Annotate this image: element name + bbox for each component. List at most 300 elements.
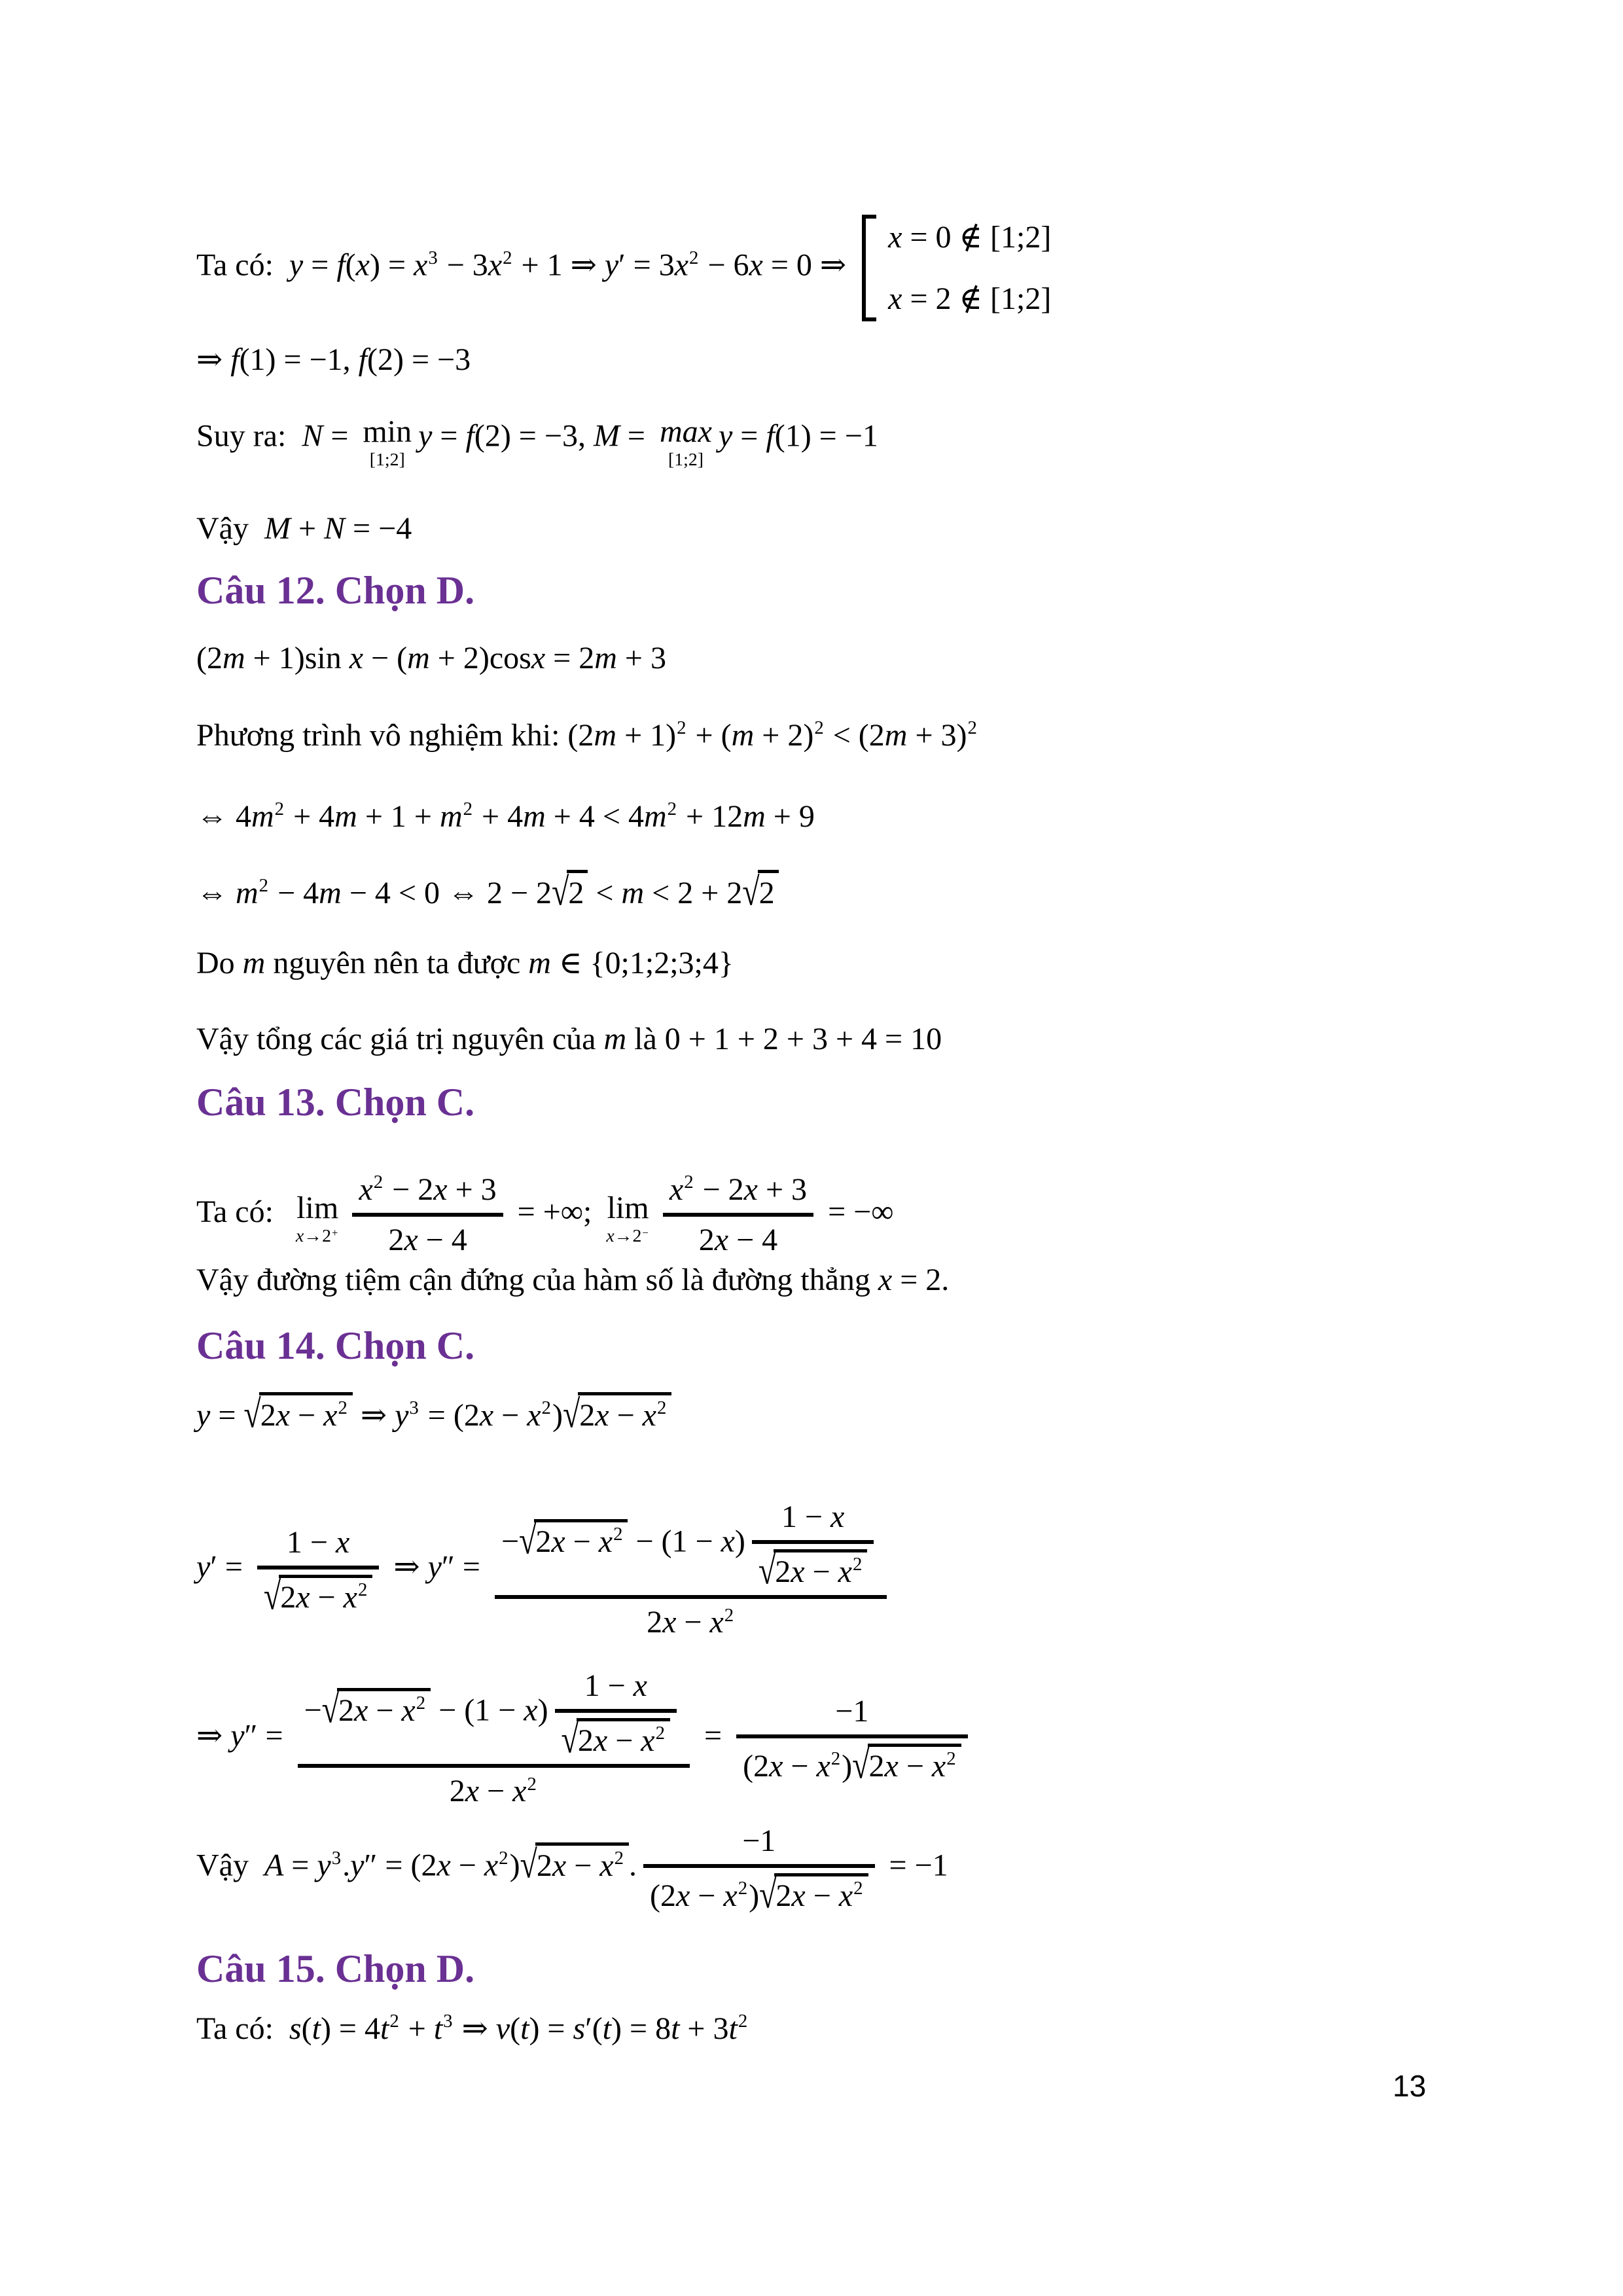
text-run: + 3 (616, 641, 666, 675)
text-run: = (210, 1398, 244, 1433)
math-variable: x (488, 247, 503, 283)
limit-main (606, 1192, 650, 1225)
text-run: 2 (577, 1723, 594, 1759)
cases-rows (888, 215, 1051, 321)
limit-subscript: x→2− (606, 1225, 649, 1246)
text-run: Vậy tổng các giá trị nguyên của (196, 1022, 604, 1056)
text-run: ⇔ 4 (196, 799, 251, 834)
text-run: − (898, 1748, 932, 1784)
math-variable: x (404, 1223, 418, 1258)
math-variable: x (552, 1848, 567, 1883)
text-run: ⇒ (454, 2011, 496, 2046)
radical-sign-icon: √ (852, 1743, 870, 1787)
text-run: ) (509, 1848, 520, 1883)
math-variable: y (230, 1718, 245, 1753)
text-run: ⇒ (352, 1398, 395, 1433)
math-variable: f (766, 418, 775, 454)
math-variable: x (675, 1878, 690, 1914)
text-run: − (783, 1748, 817, 1784)
text-run: là 0 + 1 + 2 + 3 + 4 = 10 (626, 1022, 942, 1056)
radicand: 2x − x2 (535, 1842, 629, 1885)
math-variable: y (350, 1848, 365, 1883)
text-run: (2) = −3, (474, 418, 594, 454)
radicand: 2x − x2 (774, 1549, 867, 1590)
text-run: 2 (775, 1554, 791, 1590)
math-variable: x (641, 1723, 655, 1759)
text-run: + 1) (616, 718, 677, 753)
numerator (736, 1693, 968, 1734)
solution-line: y = √2x − x2 ⇒ y3 = (2x − x2)√2x − x2 (196, 1392, 671, 1435)
numerator (257, 1524, 379, 1566)
math-variable: x (479, 1398, 494, 1433)
math-variable: m (407, 641, 430, 675)
solution-line (196, 1020, 942, 1058)
math-variable: x (527, 1398, 541, 1433)
math-variable: x (276, 1398, 291, 1433)
math-variable: t (728, 2011, 738, 2046)
text-run: − (805, 1878, 839, 1914)
text-run: − (501, 1524, 520, 1559)
math-variable: N (302, 418, 323, 454)
math-variable: f (230, 342, 240, 377)
text-run: − (676, 1605, 710, 1640)
denominator: 2x − x2 (495, 1595, 887, 1640)
text-run: = (2 (419, 1398, 480, 1433)
math-variable: x (633, 1668, 647, 1703)
radical-sign-icon: √ (758, 1549, 776, 1593)
cases-bracket-icon (862, 215, 876, 321)
denominator (257, 1566, 379, 1619)
text-run: ⇒ (196, 342, 231, 377)
text-run: − (304, 1693, 322, 1728)
math-variable: x (791, 1554, 805, 1590)
math-variable: y (427, 1549, 442, 1585)
math-variable: x (606, 1225, 615, 1246)
text-run: ⇔ (196, 876, 236, 910)
text-run: 2 (776, 1878, 792, 1914)
text-run: →2 (614, 1225, 642, 1246)
text-run: − 2 (694, 1172, 744, 1207)
solution-line: Ta có: y = f(x) = x3 − 3x2 + 1 ⇒ y′ = 3x2 − 6x = 0 ⇒ x = 0 ∉ [1;2] x = 2 ∉ [1;2] (196, 215, 1051, 321)
text-run: Phương trình vô nghiệm khi: (2 (196, 718, 594, 753)
page-number: 13 (1393, 2069, 1427, 2103)
text-run: →2 (304, 1225, 332, 1246)
text-run: Ta có: (196, 1194, 289, 1230)
math-variable: x (295, 1225, 304, 1246)
radicand: 2x − x2 (774, 1873, 868, 1914)
math-variable: x (714, 1223, 729, 1258)
text-run: Vậy (196, 1848, 264, 1883)
solution-line (196, 639, 666, 677)
math-variable: y (196, 1549, 211, 1585)
math-variable: m (643, 799, 667, 834)
radical-sign-icon: √ (759, 1873, 777, 1917)
math-variable: x (721, 1524, 735, 1559)
text-run: [1;2] (369, 450, 405, 471)
denominator (752, 1540, 874, 1593)
text-run: − (310, 1579, 344, 1615)
text-run: + ( (687, 718, 732, 753)
math-variable: x (749, 247, 763, 283)
text-run: + 1)sin (245, 641, 349, 675)
cases-group (862, 215, 1051, 321)
text-run: = 2 ∉ [1;2] (902, 281, 1052, 316)
text-run: < (588, 876, 622, 910)
limit-main (296, 1192, 340, 1225)
math-variable: x (551, 1524, 565, 1559)
text-run: (2) = −3 (367, 342, 471, 377)
text-run: 2 (388, 1223, 404, 1258)
math-variable: x (437, 1848, 451, 1883)
text-run: + 4 (285, 799, 335, 834)
math-variable: M (264, 511, 291, 546)
square-root (263, 1574, 372, 1619)
limit-stack (660, 416, 712, 471)
text-run: Do (196, 946, 243, 980)
text-run: + 1 + (357, 799, 440, 834)
math-variable: m (528, 946, 551, 980)
math-variable: x (336, 1524, 350, 1560)
text-run: + 4 < 4 (545, 799, 644, 834)
text-run: 2 (338, 1693, 355, 1728)
denominator (555, 1709, 677, 1762)
radical-sign-icon: √ (552, 870, 569, 914)
math-variable: t (380, 2011, 389, 2046)
text-run: + (290, 511, 325, 546)
square-root (519, 1519, 628, 1560)
text-run: ) (749, 1878, 760, 1914)
math-variable: x (599, 1848, 614, 1883)
math-variable: x (595, 1398, 609, 1433)
text-run: = (303, 247, 337, 283)
text-run: = 0 ⇒ (762, 247, 855, 283)
math-variable: x (484, 1848, 499, 1883)
text-run: − 4 (418, 1223, 467, 1258)
math-variable: x (531, 641, 546, 675)
solution-line: ⇔ m2 − 4m − 4 < 0 ⇔ 2 − 2√2 < m < 2 + 2√2 (196, 870, 779, 912)
math-variable: x (888, 281, 902, 316)
denominator (663, 1213, 813, 1258)
text-run: = −4 (345, 511, 412, 546)
math-variable: m (621, 876, 645, 910)
radicand: 2x − x2 (534, 1519, 628, 1560)
text-run: lim (607, 1190, 649, 1225)
text-run: . (342, 1848, 351, 1883)
text-run: 2 (579, 1398, 596, 1433)
text-run: + 1 ⇒ (513, 247, 605, 283)
radical-sign-icon: √ (561, 1718, 579, 1762)
math-variable: x (878, 1263, 893, 1297)
math-variable: x (524, 1693, 538, 1728)
text-run: Suy ra: (196, 418, 302, 454)
solution-line: ⇔ 4m2 + 4m + 1 + m2 + 4m + 4 < 4m2 + 12m + 9 (196, 798, 815, 834)
text-run: ( (301, 2011, 312, 2046)
math-variable: x (598, 1524, 613, 1559)
text-run: − (690, 1878, 724, 1914)
fraction (298, 1668, 690, 1810)
solution-line (196, 1499, 893, 1641)
text-run: − (290, 1398, 324, 1433)
text-run: − (607, 1723, 641, 1759)
math-variable: m (439, 799, 463, 834)
text-run: − 2 (384, 1172, 434, 1207)
math-variable: m (334, 799, 357, 834)
math-variable: t (433, 2011, 443, 2046)
text-run: − 4 (270, 876, 319, 910)
square-root (758, 1549, 867, 1593)
text-run: lim (296, 1190, 339, 1225)
solution-line (196, 1172, 893, 1258)
math-variable: N (324, 511, 346, 546)
math-variable: x (931, 1748, 946, 1784)
text-run: = +∞; (509, 1194, 600, 1230)
text-run: = (323, 418, 357, 454)
solution-line: Ta có: s(t) = 4t2 + t3 ⇒ v(t) = s′(t) = 8t + 3t2 (196, 2011, 748, 2046)
limit-subscript (660, 450, 712, 471)
question-heading: Câu 13. Chọn C. (196, 1081, 475, 1124)
math-variable: t (520, 2011, 529, 2046)
math-variable: x (888, 220, 902, 255)
square-root (563, 1392, 671, 1435)
case-row (888, 280, 1051, 318)
math-variable: A (264, 1848, 284, 1883)
math-variable: x (359, 1172, 373, 1207)
limit-stack (296, 1192, 340, 1247)
math-variable: m (731, 718, 755, 753)
text-run: 1 − (781, 1499, 830, 1534)
math-variable: x (791, 1878, 806, 1914)
text-run: (2 (743, 1748, 770, 1784)
numerator: x2 − 2x + 3 (359, 1172, 497, 1207)
radicand (567, 870, 588, 912)
radicand: 2x − x2 (577, 1718, 670, 1759)
text-run: 2 (698, 1223, 715, 1258)
math-variable: v (495, 2011, 510, 2046)
math-variable: x (354, 1693, 368, 1728)
math-variable: x (343, 1579, 357, 1615)
radicand: 2x − x2 (337, 1688, 431, 1729)
radical-sign-icon: √ (243, 1392, 261, 1437)
text-run: + 3 (757, 1172, 808, 1207)
solution-line: Phương trình vô nghiệm khi: (2m + 1)2 + (m + 2)2 < (2m + 3)2 (196, 717, 977, 753)
text-run: + 2) (754, 718, 814, 753)
text-run: ′ = 3 (618, 247, 675, 283)
text-run: ″ = (244, 1718, 291, 1753)
limit-main (363, 416, 412, 448)
square-root (520, 1842, 629, 1885)
math-variable: m (251, 799, 274, 834)
text-run: + 3 (447, 1172, 497, 1207)
text-run: − (565, 1524, 599, 1559)
fraction (555, 1668, 677, 1762)
text-run: (2 (650, 1878, 676, 1914)
text-run: = (696, 1718, 730, 1753)
math-variable: x (414, 247, 428, 283)
math-variable: y (395, 1398, 409, 1433)
question-heading: Câu 14. Chọn C. (196, 1324, 475, 1367)
math-variable: M (593, 418, 620, 454)
text-run: (2 (196, 641, 223, 675)
math-variable: y (418, 418, 433, 454)
math-variable: f (465, 418, 474, 454)
text-run: −1 (742, 1823, 776, 1858)
square-root (759, 1873, 868, 1917)
text-run: + 12 (678, 799, 743, 834)
radical-sign-icon: √ (562, 1392, 580, 1437)
text-run: . (629, 1848, 637, 1883)
text-run: = (619, 418, 653, 454)
text-run: nguyên nên ta được (265, 946, 529, 980)
math-variable: x (593, 1723, 608, 1759)
text-run: = (732, 418, 766, 454)
math-variable: x (512, 1774, 527, 1809)
math-variable: m (319, 876, 342, 910)
numerator (495, 1499, 887, 1595)
text-run: + 3) (907, 718, 967, 753)
math-variable: y (289, 247, 304, 283)
text-run: − (609, 1398, 643, 1433)
math-variable: t (602, 2011, 612, 2046)
text-run: 2 (868, 1748, 885, 1784)
numerator (555, 1668, 677, 1709)
text-run: ′ = (210, 1549, 251, 1585)
text-run: = −∞ (820, 1194, 894, 1230)
text-run: [1;2] (668, 450, 704, 471)
text-run: ″ = (2 (364, 1848, 437, 1883)
math-variable: m (884, 718, 908, 753)
text-run: = 0 ∉ [1;2] (902, 220, 1052, 255)
fraction (663, 1172, 813, 1258)
text-run: = 2. (892, 1263, 950, 1297)
radicand: 2x − x2 (259, 1392, 353, 1435)
text-run: + 9 (765, 799, 815, 834)
denominator: (2x − x2)√2x − x2 (736, 1734, 968, 1784)
text-run: − (1 − (628, 1524, 721, 1559)
text-run: ) (552, 1398, 563, 1433)
radical-sign-icon: √ (263, 1574, 281, 1619)
math-variable: s (289, 2011, 302, 2046)
solution-line: Vậy A = y3.y″ = (2x − x2)√2x − x2 . $\frac{-1}{(2x - x2)√2x - x2}$ = −1 (196, 1823, 948, 1917)
math-variable: x (401, 1693, 416, 1728)
text-run: = (283, 1848, 317, 1883)
text-run: < (2 (825, 718, 885, 753)
math-variable: x (355, 247, 370, 283)
math-variable: m (523, 799, 546, 834)
text-run: Vậy (196, 511, 264, 546)
math-variable: y (196, 1398, 211, 1433)
text-run: − 4 (728, 1223, 778, 1258)
radicand: 2x − x2 (578, 1392, 671, 1435)
square-root (742, 870, 778, 912)
fraction (257, 1524, 379, 1619)
text-run: < 2 + 2 (644, 876, 743, 910)
math-variable: y (604, 247, 619, 283)
text-run: − (368, 1693, 402, 1728)
math-variable: x (433, 1172, 448, 1207)
text-run: − (804, 1554, 838, 1590)
solution-line (196, 510, 412, 548)
solution-line (196, 1261, 949, 1299)
math-variable: y (317, 1848, 331, 1883)
radicand: 2x − x2 (279, 1575, 372, 1615)
math-variable: m (594, 641, 617, 675)
text-run: ) = (529, 2011, 573, 2046)
math-variable: x (769, 1748, 783, 1784)
text-run: − 3 (438, 247, 488, 283)
text-run: ⇒ (385, 1549, 428, 1585)
math-variable: x (743, 1172, 758, 1207)
text-run: ″ = (441, 1549, 488, 1585)
math-variable: m (242, 946, 266, 980)
limit-stack (606, 1192, 650, 1247)
math-variable: m (603, 1022, 627, 1056)
fraction (352, 1172, 503, 1258)
math-variable: y (718, 418, 733, 454)
numerator (643, 1823, 875, 1864)
text-run: ⇒ (196, 1718, 231, 1753)
radicand (758, 870, 779, 912)
radical-sign-icon: √ (742, 870, 760, 914)
text-run: min (363, 414, 412, 449)
denominator: 2x − x2 (298, 1764, 690, 1809)
text-run: ) (842, 1748, 853, 1784)
text-run: 2 (758, 876, 775, 910)
denominator (352, 1213, 503, 1258)
math-variable: x (816, 1748, 830, 1784)
math-variable: x (838, 1554, 852, 1590)
square-root (243, 1392, 352, 1435)
math-variable: x (674, 247, 689, 283)
text-run: 1 − (286, 1524, 336, 1560)
math-variable: t (671, 2011, 680, 2046)
math-variable: f (358, 342, 368, 377)
text-run: 2 (647, 1605, 663, 1640)
text-run: ) (734, 1524, 745, 1559)
text-run: ( (510, 2011, 521, 2046)
square-root (561, 1718, 670, 1762)
solution-line (196, 1668, 974, 1810)
limit-subscript (363, 450, 412, 471)
text-run: + 3 (679, 2011, 729, 2046)
text-run: Ta có: (196, 247, 289, 283)
text-run: ) = (369, 247, 414, 283)
math-variable: x (642, 1398, 656, 1433)
text-run: ) = 8 (611, 2011, 671, 2046)
text-run: Vậy đường tiệm cận đứng của hàm số là đường thẳng (196, 1263, 878, 1297)
text-run: − (1 − (431, 1693, 524, 1728)
math-variable: x (709, 1605, 724, 1640)
text-run: 2 (535, 1524, 552, 1559)
math-variable: x (465, 1774, 480, 1809)
question-heading: Câu 15. Chọn D. (196, 1947, 475, 1990)
math-variable: t (312, 2011, 321, 2046)
radical-sign-icon: √ (520, 1842, 537, 1886)
square-root (322, 1688, 431, 1729)
text-run: = −1 (881, 1848, 948, 1883)
square-root (852, 1743, 961, 1787)
fraction (752, 1499, 874, 1593)
text-run: 2 (536, 1848, 552, 1883)
text-run: − 4 < 0 ⇔ 2 − 2 (341, 876, 552, 910)
text-run: (1) = −1 (774, 418, 878, 454)
math-variable: x (830, 1499, 845, 1534)
math-variable: s (573, 2011, 586, 2046)
math-variable: f (336, 247, 346, 283)
text-run: 2 (280, 1579, 296, 1615)
math-variable: x (349, 641, 364, 675)
text-run: 2 (568, 876, 584, 910)
math-variable: x (662, 1605, 677, 1640)
